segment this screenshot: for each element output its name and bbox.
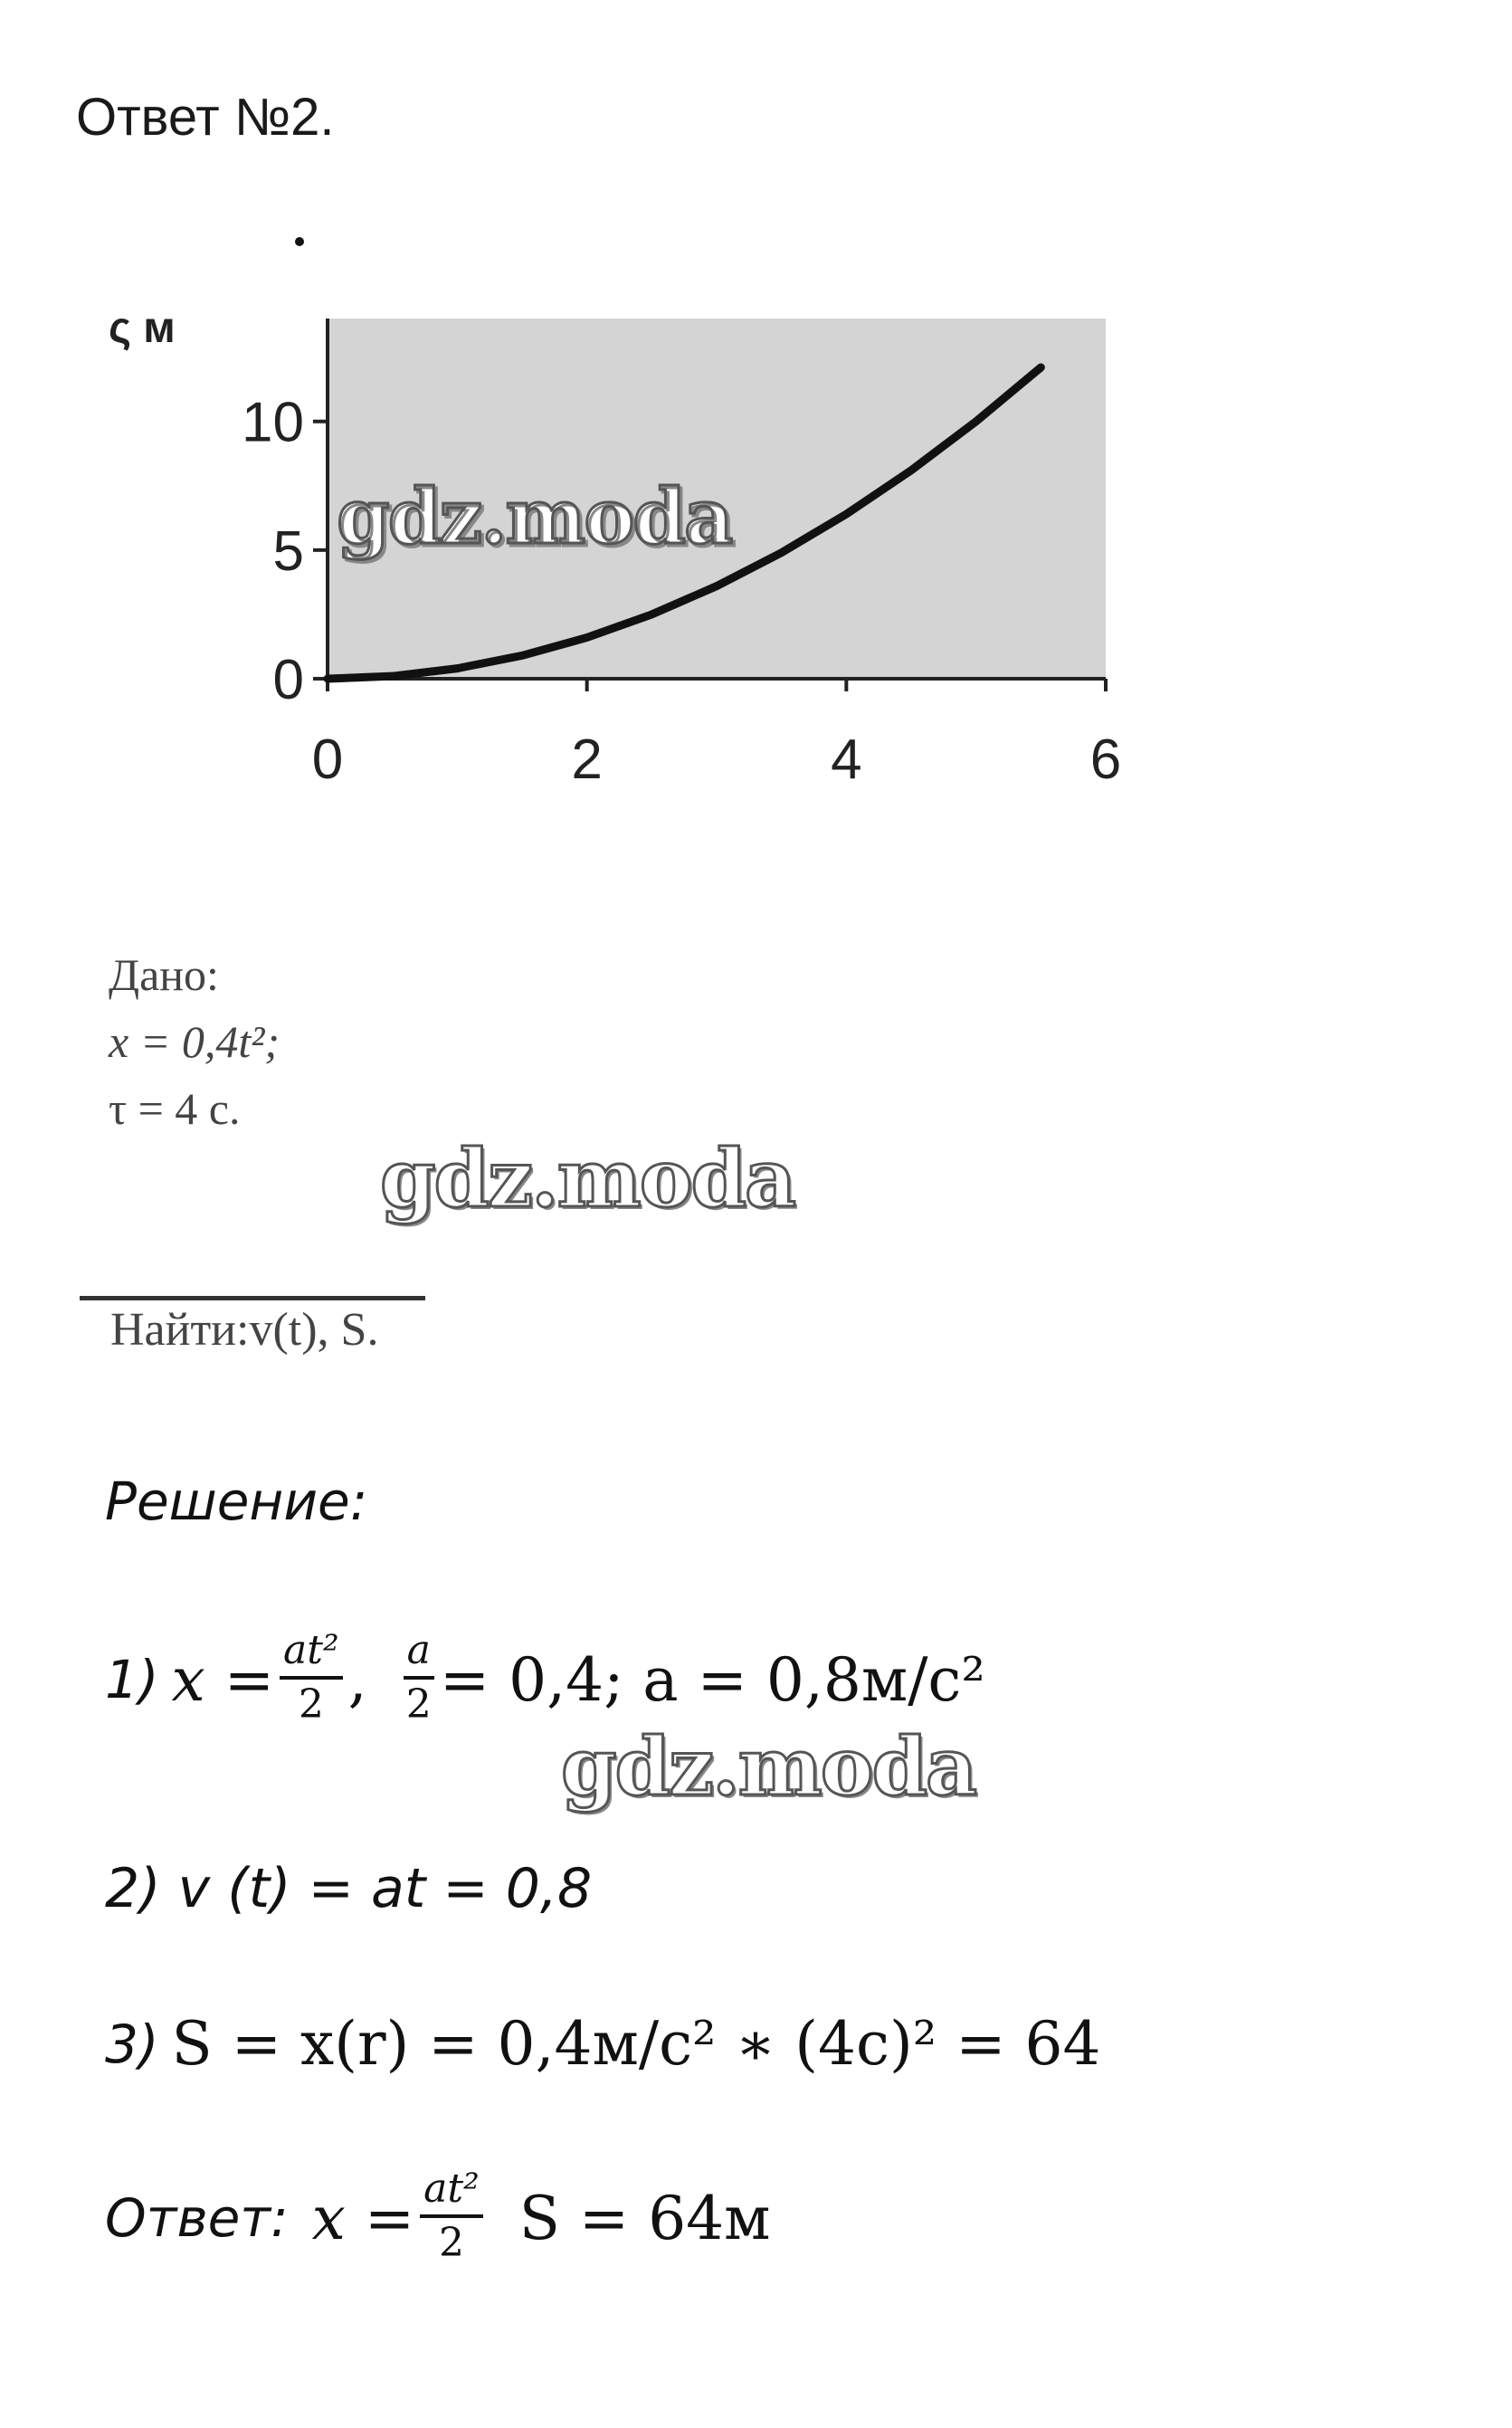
given-block [109,941,280,1142]
data-point [648,611,655,618]
data-point [324,675,331,682]
data-point [1037,364,1044,371]
divider [80,1296,425,1300]
given-line-2: τ = 4 с. [109,1083,241,1134]
fraction: $\frac{\text{at²}}{2}$ [420,2167,483,2269]
fraction: $\frac{\text{at²}}{2}$ [280,1629,343,1730]
data-point [584,634,591,642]
solution-step-3: 3) S = x(r) = 0,4м/с² ∗ (4с)² = 64 [105,2009,1101,2079]
y-axis-label: ς м [109,304,176,352]
given-line-1: x = 0,4t²; [109,1016,280,1067]
answer-line: Ответ: x = $\frac{\text{at²}}{2}$ S = 64м [105,2167,771,2269]
data-point [713,583,720,590]
fraction: $\frac{a}{2}$ [404,1629,434,1730]
data-point [389,672,396,680]
watermark: gdz.moda [561,1719,976,1814]
y-ticks [242,392,328,711]
data-point [778,549,785,557]
y-tick-label: 10 [242,391,304,454]
stray-dot [295,237,304,246]
x-ticks [312,679,1121,791]
solution-heading: Решение: [105,1471,368,1532]
x-tick-label: 2 [571,728,603,791]
position-time-chart [90,271,1131,851]
solution-step-1: 1) x = $\frac{\text{at²}}{2}$ , $\frac{a}{2}$ = 0,4; a = 0,8м/с² [105,1629,985,1730]
given-heading: Дано: [109,949,219,1000]
x-tick-label: 0 [311,728,344,791]
watermark: gdz.moda [380,1131,795,1225]
data-point [973,418,980,425]
data-point [908,467,915,474]
watermark: gdz.moda [337,471,732,561]
x-tick-label: 6 [1089,728,1122,791]
solution-step-2: 2) v (t) = at = 0,8 [105,1857,593,1920]
y-tick-label: 0 [272,649,304,711]
data-point [518,652,526,659]
answer-title: Ответ №2. [76,88,335,147]
data-point [453,665,461,672]
x-tick-label: 4 [831,728,862,791]
data-point [842,510,850,518]
find-text: Найти:v(t), S. [110,1304,379,1356]
y-tick-label: 5 [272,519,304,583]
